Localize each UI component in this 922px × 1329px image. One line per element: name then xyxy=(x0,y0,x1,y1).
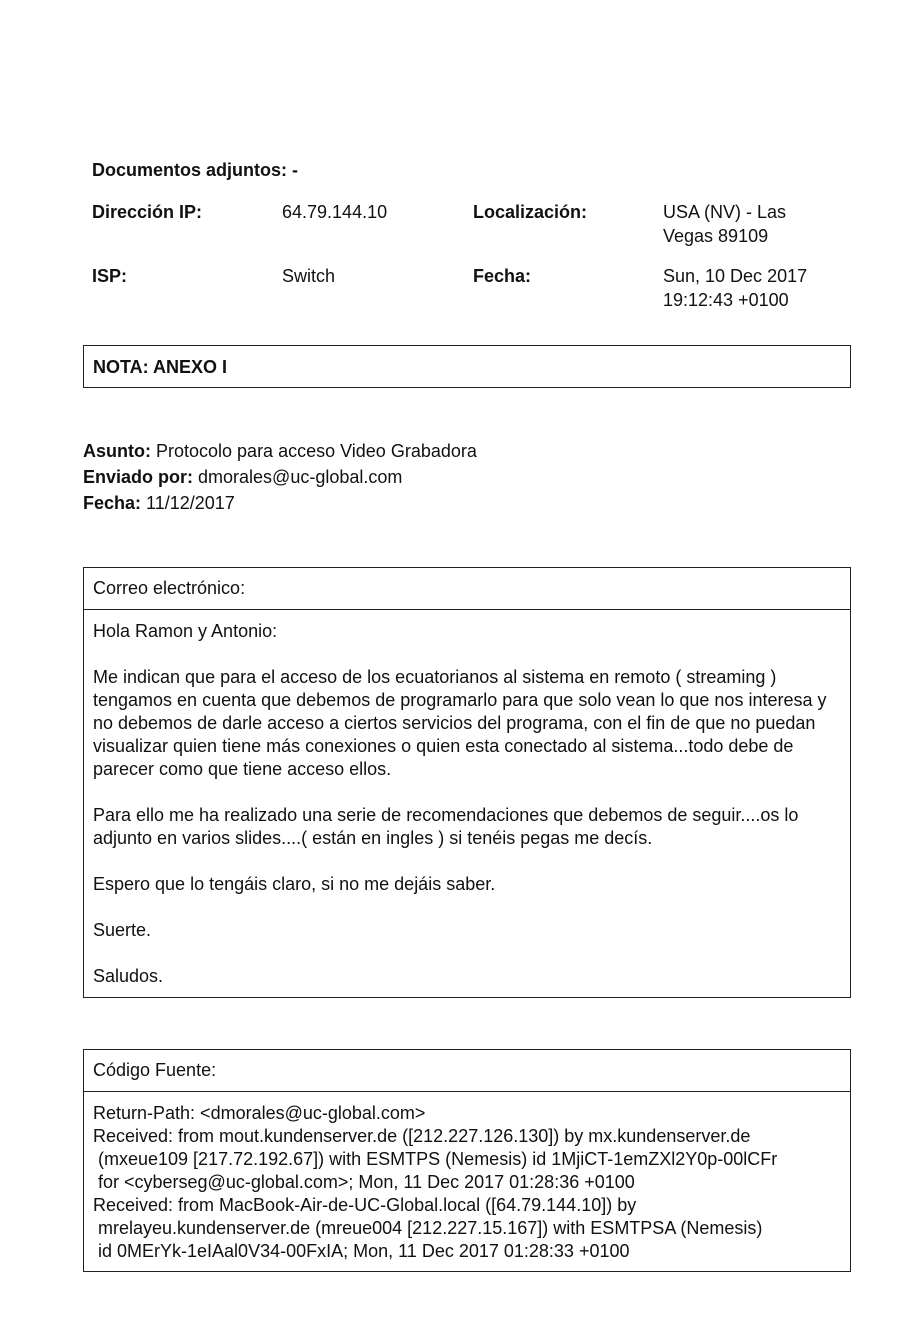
note-text: NOTA: ANEXO I xyxy=(93,357,227,377)
subject-value: Protocolo para acceso Video Grabadora xyxy=(156,441,477,461)
source-line: Received: from mout.kundenserver.de ([212.227.126.130]) by mx.kundenserver.de xyxy=(93,1126,751,1146)
sender-label: Enviado por: xyxy=(83,467,194,487)
source-line: (mxeue109 [217.72.192.67]) with ESMTPS (Nemesis) id 1MjiCT-1emZXl2Y0p-00lCFr xyxy=(93,1149,778,1169)
subject-label: Asunto: xyxy=(83,441,151,461)
date-value-line1: Sun, 10 Dec 2017 xyxy=(663,266,808,286)
email-body xyxy=(84,610,850,998)
header-date-value: 11/12/2017 xyxy=(146,493,235,513)
source-body xyxy=(84,1092,850,1273)
header-date-label: Fecha: xyxy=(83,493,142,513)
email-paragraph: Saludos. xyxy=(93,966,164,986)
email-greeting: Hola Ramon y Antonio: xyxy=(93,621,278,641)
source-box xyxy=(83,1049,851,1272)
email-box xyxy=(83,567,851,998)
location-value-line2: Vegas 89109 xyxy=(663,226,769,246)
date-label: Fecha: xyxy=(473,266,532,286)
source-box-title: Código Fuente: xyxy=(84,1050,850,1092)
source-line: mrelayeu.kundenserver.de (mreue004 [212.227.15.167]) with ESMTPSA (Nemesis) xyxy=(93,1218,763,1238)
email-paragraph: Espero que lo tengáis claro, si no me dejáis saber. xyxy=(93,874,496,894)
location-value xyxy=(663,200,786,248)
email-box-title: Correo electrónico: xyxy=(84,568,850,610)
email-paragraph: Para ello me ha realizado una serie de recomendaciones que debemos de seguir....os lo adjunto en varios slides....( están en ingles ) si tenéis pegas me decís. xyxy=(93,805,799,848)
note-box xyxy=(83,345,851,388)
isp-value: Switch xyxy=(282,266,336,286)
source-line: Received: from MacBook-Air-de-UC-Global.local ([64.79.144.10]) by xyxy=(93,1195,637,1215)
source-line: Return-Path: <dmorales@uc-global.com> xyxy=(93,1103,426,1123)
isp-label: ISP: xyxy=(92,266,128,286)
attachments-label: Documentos adjuntos: - xyxy=(92,160,298,180)
email-paragraph: Suerte. xyxy=(93,920,152,940)
ip-label: Dirección IP: xyxy=(92,202,203,222)
location-label: Localización: xyxy=(473,202,588,222)
source-line: for <cyberseg@uc-global.com>; Mon, 11 Dec 2017 01:28:36 +0100 xyxy=(93,1172,635,1192)
sender-line xyxy=(83,464,477,490)
location-value-line1: USA (NV) - Las xyxy=(663,202,787,222)
date-line xyxy=(83,490,477,516)
email-paragraph: Me indican que para el acceso de los ecuatorianos al sistema en remoto ( streaming ) tengamos en cuenta que debemos de programarlo para que solo vean lo que nos interesa y no debemos de darle acceso a ciertos servicios del programa, con el fin de que no puedan visualizar quien tiene más conexiones o quien esta conectado al sistema...todo debe de parecer como que tiene acceso ellos. xyxy=(93,667,827,779)
ip-value: 64.79.144.10 xyxy=(282,202,388,222)
date-value-line2: 19:12:43 +0100 xyxy=(663,290,789,310)
sender-value: dmorales@uc-global.com xyxy=(198,467,403,487)
source-line: id 0MErYk-1eIAal0V34-00FxIA; Mon, 11 Dec 2017 01:28:33 +0100 xyxy=(93,1241,630,1261)
date-value xyxy=(663,264,807,312)
subject-line xyxy=(83,438,477,464)
email-header xyxy=(83,438,477,516)
